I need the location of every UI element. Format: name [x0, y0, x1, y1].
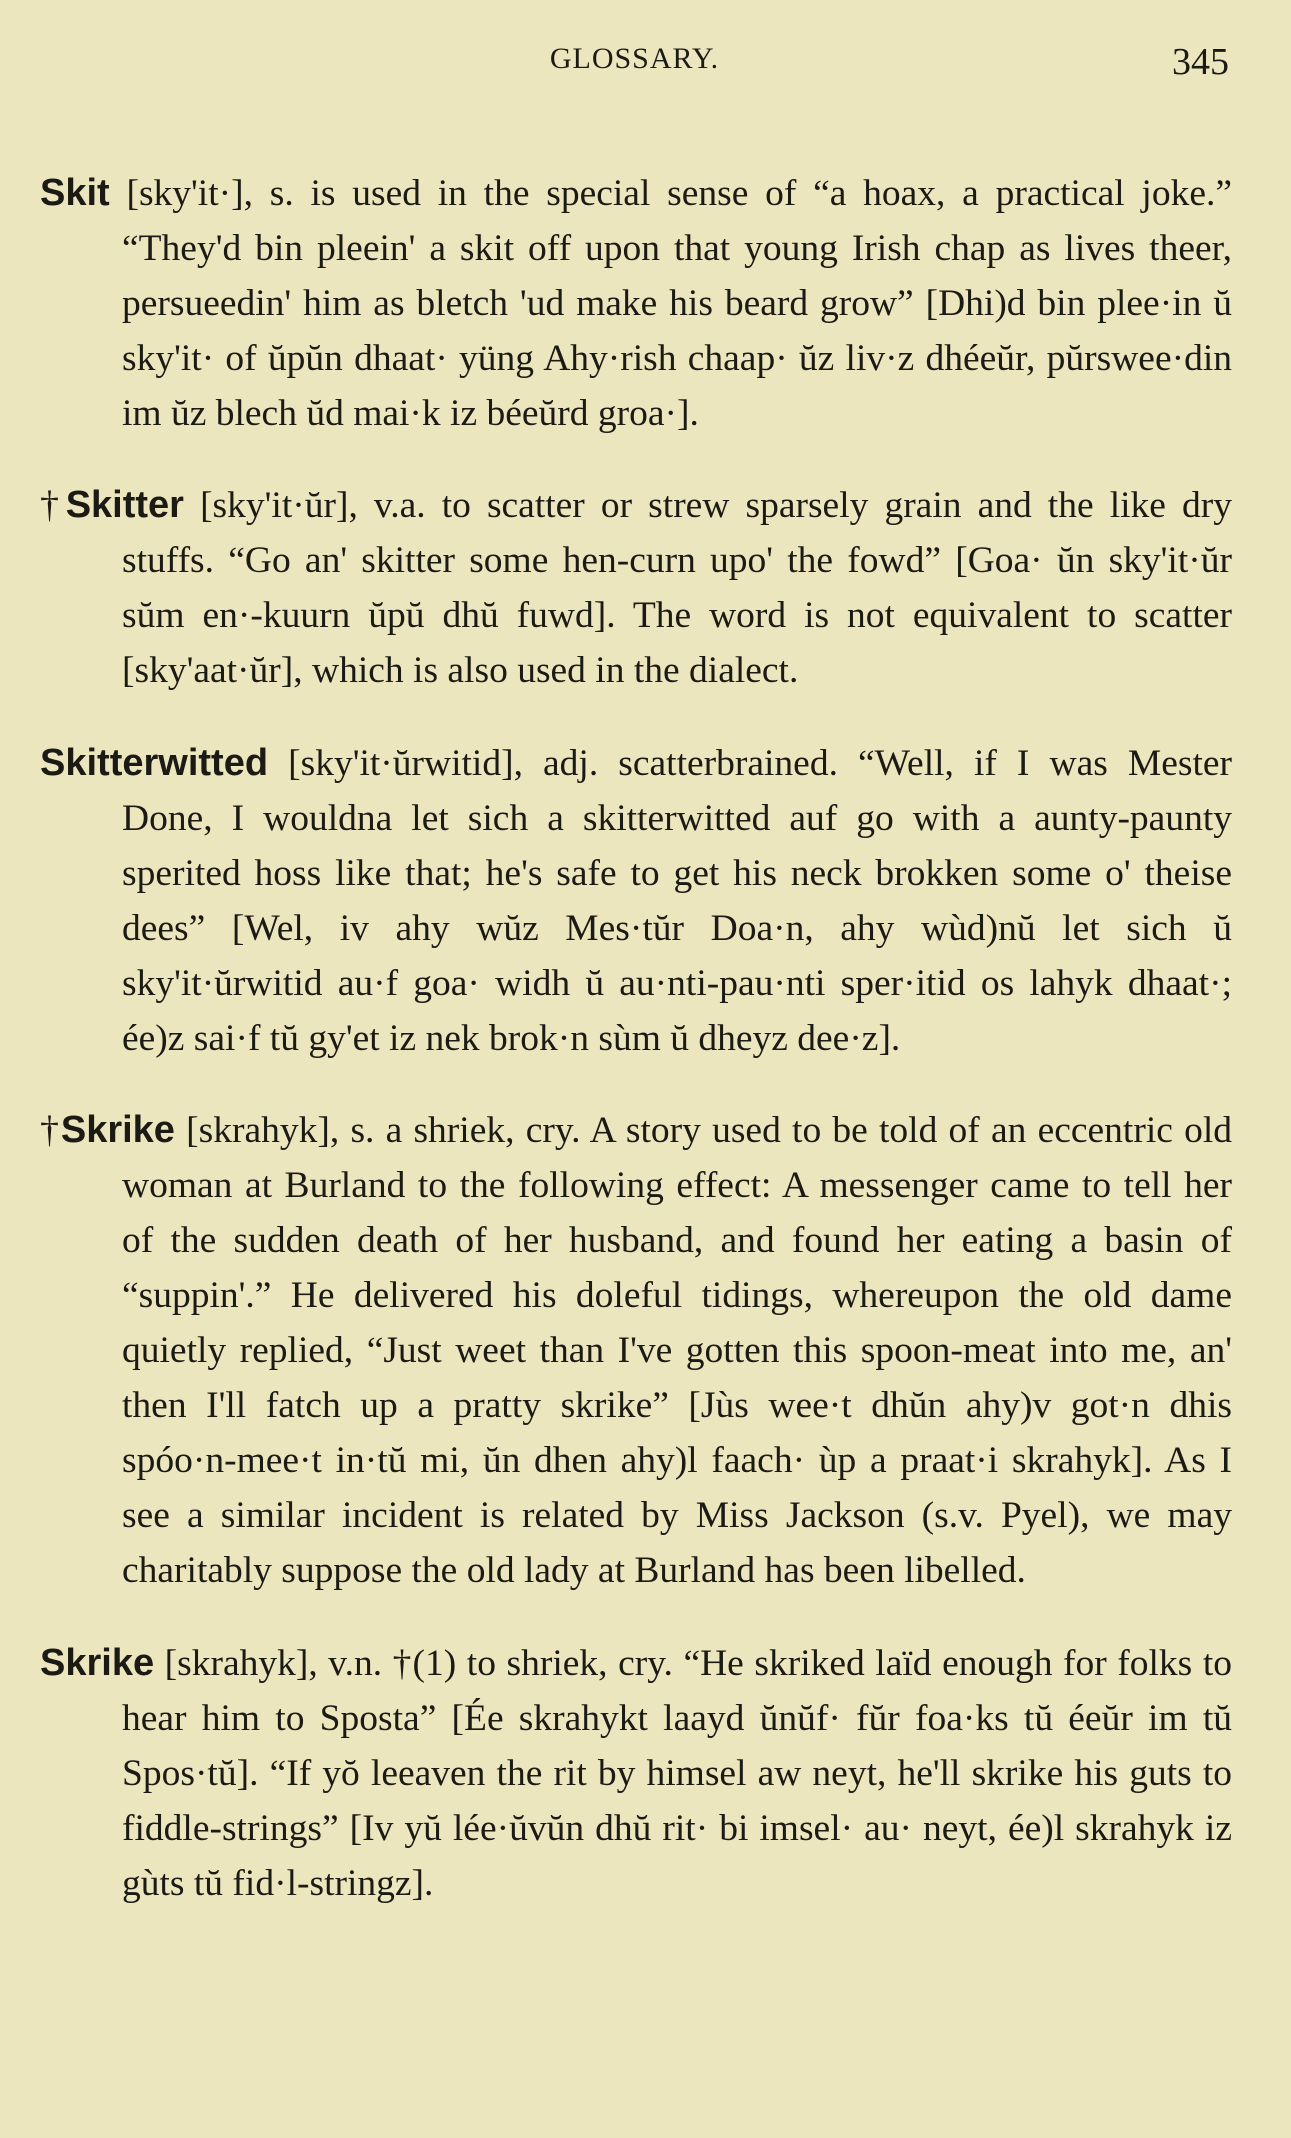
- definition-text: [skrahyk], s. a shriek, cry. A story used to be told of an eccentric old woman at Burland to the following effect: A messenger came to tell her of the sudden death of her husband, and found her eating a basin of “suppin'.” He delivered his doleful tidings, whereupon the old dame quietly replied, “Just weet than I've gotten this spoon-meat into me, an' then I'll fatch up a pratty skrike” [Jùs wee·t dhŭn ahy)v got·n dhis spóo·n-mee·t in·tŭ mi, ŭn dhen ahy)l faach· ùp a praat·i skrahyk]. As I see a similar incident is related by Miss Jackson (s.v. Pyel), we may charitably suppose the old lady at Burland has been libelled.: [122, 1110, 1233, 1591]
- page-title: GLOSSARY.: [549, 42, 720, 75]
- glossary-entry-skitterwitted: [40, 736, 1232, 1066]
- headword: Skit: [40, 171, 110, 214]
- glossary-entry-skrike-verb: [40, 1636, 1232, 1911]
- glossary-entry-skrike-noun: [40, 1103, 1232, 1598]
- dagger-mark: †: [40, 484, 66, 526]
- running-head: [40, 42, 1229, 82]
- headword: Skitter: [65, 484, 184, 526]
- headword: Skrike: [60, 1109, 175, 1151]
- page-number: 345: [1172, 41, 1229, 83]
- dagger-mark: †: [40, 1109, 61, 1151]
- headword: Skitterwitted: [40, 741, 269, 784]
- definition-text: [sky'it·ŭr], v.a. to scatter or strew sparsely grain and the like dry stuffs. “Go an' skitter some hen-curn upo' the fowd” [Goa· ŭn sky'it·ŭr sŭm en·-kuurn ŭpŭ dhŭ fuwd]. The word is not equivalent to scatter [sky'aat·ŭr], which is also used in the dialect.: [122, 485, 1232, 691]
- glossary-entry-skitter: [40, 478, 1232, 698]
- glossary-entries: [40, 128, 1232, 1911]
- definition-text: [sky'it·ŭrwitid], adj. scatterbrained. “Well, if I was Mester Done, I wouldna let sich a skitterwitted auf go with a aunty-paunty sperited hoss like that; he's safe to get his neck brokken some o' theise dees” [Wel, iv ahy wŭz Mes·tŭr Doa·n, ahy wùd)nŭ let sich ŭ sky'it·ŭrwitid au·f goa· widh ŭ au·nti-pau·nti sper·itid os lahyk dhaat·; ée)z sai·f tŭ gy'et iz nek brok·n sùm ŭ dheyz dee·z].: [122, 742, 1232, 1059]
- definition-text: [sky'it·], s. is used in the special sense of “a hoax, a practical joke.” “They'd bin pleein' a skit off upon that young Irish chap as lives theer, persueedin' him as bletch 'ud make his beard grow” [Dhi)d bin plee·in ŭ sky'it· of ŭpŭn dhaat· yüng Ahy·rish chaap· ŭz liv·z dhéeŭr, pŭrswee·din im ŭz blech ŭd mai·k iz béeŭrd groa·].: [122, 172, 1232, 434]
- definition-text: [skrahyk], v.n. †(1) to shriek, cry. “He skriked laïd enough for folks to hear him to Sposta” [Ée skrahykt laayd ŭnŭf· fŭr foa·ks tŭ éeŭr im tŭ Spos·tŭ]. “If yŏ leeaven the rit by himsel aw neyt, he'll skrike his guts to fiddle-strings” [Iv yŭ lée·ŭvŭn dhŭ rit· bi imsel· au· neyt, ée)l skrahyk iz gùts tŭ fid·l-stringz].: [122, 1642, 1232, 1904]
- glossary-entry-skit: [40, 166, 1232, 441]
- headword: Skrike: [40, 1641, 155, 1684]
